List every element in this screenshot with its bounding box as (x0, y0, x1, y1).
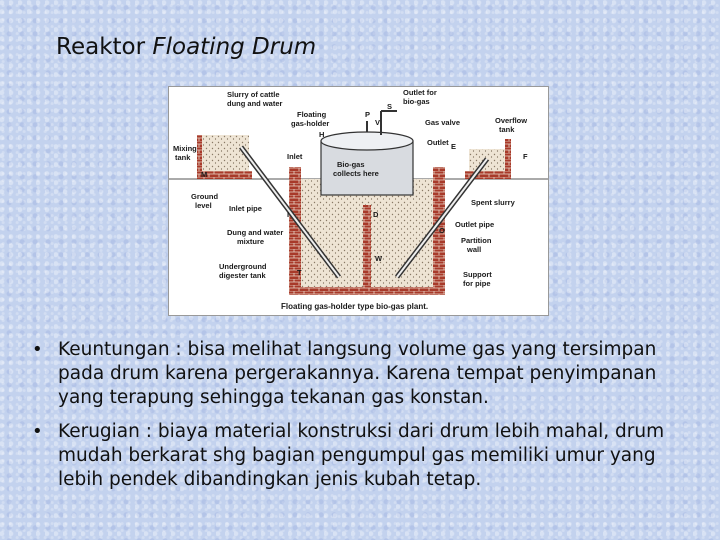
diagram-canvas (169, 87, 548, 315)
letter-d: D (373, 210, 379, 219)
label-inlet: Inlet (287, 152, 303, 161)
label-ground-1: Ground (191, 192, 219, 201)
letter-o: O (439, 226, 445, 235)
label-partition-2: wall (467, 245, 482, 254)
label-overflow-1: Overflow (495, 116, 528, 125)
label-gas-valve: Gas valve (425, 118, 461, 127)
bullet-text: Kerugian : biaya material konstruksi dari drum lebih mahal, drum mudah berkarat shg bagian pengumpul gas memiliki umur yang lebih pendek dibandingkan jenis kubah tetap. (58, 421, 665, 490)
bullet-keuntungan (32, 338, 702, 410)
letter-s: S (387, 102, 393, 111)
bullet-list (32, 338, 702, 502)
label-biogas-2: collects here (333, 169, 379, 178)
label-spent-slurry: Spent slurry (471, 198, 515, 207)
floating-drum (321, 111, 413, 195)
label-support-1: Support (463, 270, 492, 279)
label-ground-2: level (195, 201, 212, 210)
letter-e: E (451, 142, 457, 151)
label-outlet-gas-1: Outlet for (403, 88, 437, 97)
partition-wall (363, 205, 371, 287)
bullet-symbol: • (32, 421, 43, 442)
letter-p: P (365, 110, 371, 119)
label-holder-1: Floating (297, 110, 327, 119)
letter-w: W (375, 254, 383, 263)
diagram-caption: Floating gas-holder type bio-gas plant. (281, 302, 429, 311)
label-outlet-gas-2: bio-gas (403, 97, 430, 106)
label-slurry-1: Slurry of cattle (227, 90, 280, 99)
slide-title (56, 34, 316, 60)
label-slurry-2: dung and water (227, 99, 283, 108)
letter-f: F (523, 152, 528, 161)
label-biogas-1: Bio-gas (337, 160, 365, 169)
label-partition-1: Partition (461, 236, 492, 245)
biogas-plant-diagram (168, 86, 549, 316)
label-support-2: for pipe (463, 279, 491, 288)
letter-v: V (375, 118, 381, 127)
label-dung-2: mixture (237, 237, 265, 246)
bullet-symbol: • (32, 339, 43, 360)
letter-m: M (201, 170, 208, 179)
overflow-tank (465, 139, 511, 179)
label-underground-1: Underground (219, 262, 267, 271)
letter-t: T (297, 268, 302, 277)
label-underground-2: digester tank (219, 271, 266, 280)
label-outlet: Outlet (427, 138, 449, 147)
label-dung-1: Dung and water (227, 228, 284, 237)
bullet-kerugian (32, 420, 702, 492)
title-part-1: Reaktor (56, 34, 153, 60)
label-inlet-pipe: Inlet pipe (229, 204, 262, 213)
label-holder-2: gas-holder (291, 119, 330, 128)
bullet-text: Keuntungan : bisa melihat langsung volume gas yang tersimpan pada drum karena pergerakannya. Karena tempat penyimpanan yang terapung sehingga tekanan gas konstan. (58, 339, 657, 408)
letter-i: I (287, 210, 290, 219)
label-mixing-2: tank (175, 153, 191, 162)
title-part-2: Floating Drum (152, 34, 317, 60)
label-overflow-2: tank (499, 125, 515, 134)
label-outlet-pipe: Outlet pipe (455, 220, 495, 229)
label-mixing-1: Mixing (173, 144, 197, 153)
letter-h: H (319, 130, 325, 139)
